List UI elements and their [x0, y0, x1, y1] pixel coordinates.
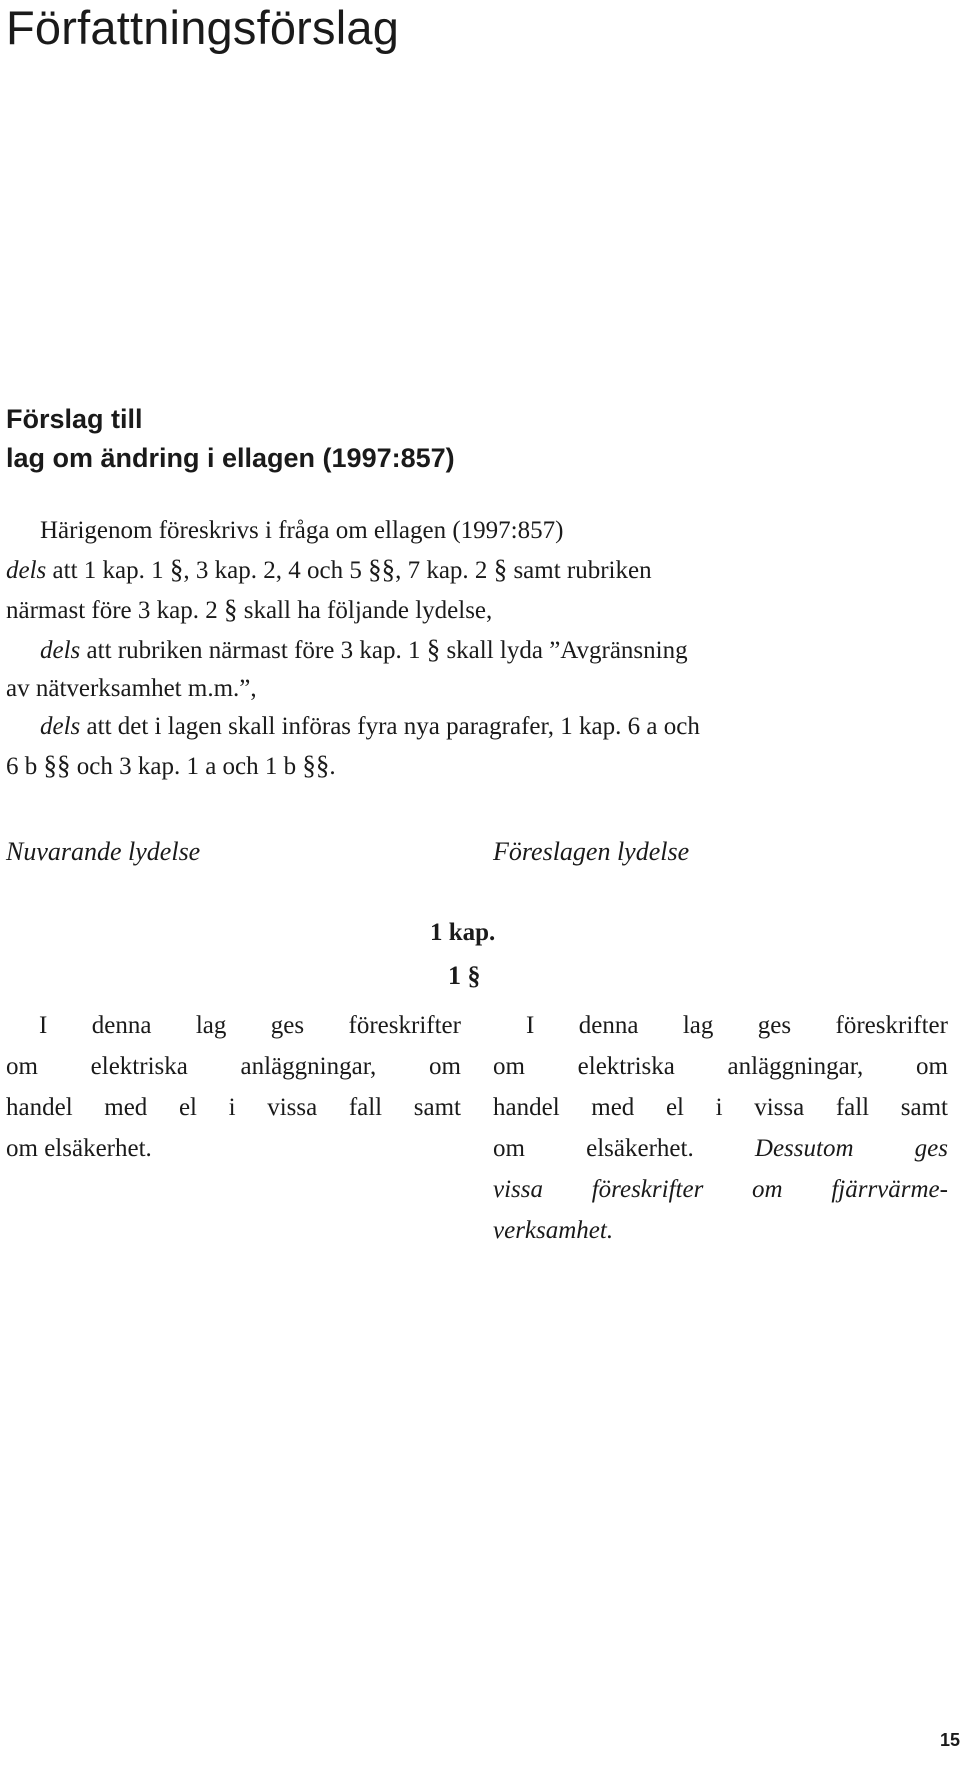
section-sign: § [426, 634, 441, 664]
current-line-2: om elektriska anläggningar, om [6, 1053, 461, 1080]
page-number: 15 [939, 1730, 960, 1750]
proposed-wording-header: Föreslagen lydelse [493, 837, 690, 866]
current-wording-text [6, 1005, 461, 1169]
section-sign: § [223, 594, 238, 624]
section-sign: § [169, 554, 184, 584]
new-text-emphasis: Dessutom [754, 1135, 854, 1162]
section-sign: §§ [368, 554, 396, 584]
proposed-line-1: I denna lag ges föreskrifter [526, 1012, 948, 1039]
intro-line-4: dels att rubriken närmast före 3 kap. 1 § skall lyda ”Avgränsning [40, 634, 688, 664]
proposed-line-3: handel med el i vissa fall samt [493, 1094, 948, 1121]
intro-paragraph [6, 512, 960, 786]
intro-line-6: dels att det i lagen skall införas fyra nya paragrafer, 1 kap. 6 a och [40, 713, 700, 740]
chapter-label: 1 kap. [430, 919, 496, 946]
current-wording-header: Nuvarande lydelse [6, 837, 201, 866]
dels-emphasis: dels [6, 557, 47, 584]
intro-line-1: Härigenom föreskrivs i fråga om ellagen (1997:857) [40, 517, 564, 544]
current-line-3: handel med el i vissa fall samt [6, 1094, 461, 1121]
bill-heading [6, 400, 455, 478]
intro-line-2: dels att 1 kap. 1 §, 3 kap. 2, 4 och 5 §§, 7 kap. 2 § samt rubriken [6, 554, 652, 584]
current-line-4: om elsäkerhet. [6, 1135, 152, 1162]
proposed-line-5: vissa föreskrifter om fjärrvärme- [493, 1176, 948, 1203]
new-text-emphasis: ges [914, 1135, 948, 1162]
intro-line-5: av nätverksamhet m.m.”, [6, 675, 257, 702]
dels-emphasis: dels [40, 713, 81, 740]
current-line-1: I denna lag ges föreskrifter [39, 1012, 461, 1039]
intro-line-7: 6 b §§ och 3 kap. 1 a och 1 b §§. [6, 750, 336, 780]
paragraph-label: 1 § [448, 961, 481, 990]
proposed-line-6 [493, 1210, 948, 1251]
proposed-wording-text [493, 1005, 948, 1251]
bill-heading-line-2: lag om ändring i ellagen (1997:857) [6, 443, 455, 473]
section-sign: §§ [43, 750, 71, 780]
section-sign: § [493, 554, 508, 584]
section-sign: §§ [302, 750, 330, 780]
intro-line-3: närmast före 3 kap. 2 § skall ha följande lydelse, [6, 594, 493, 624]
dels-emphasis: dels [40, 637, 81, 664]
new-text-emphasis: verksamhet. [493, 1217, 614, 1244]
proposed-line-2: om elektriska anläggningar, om [493, 1053, 948, 1080]
page-title: Författningsförslag [6, 1, 400, 54]
proposed-line-4: om elsäkerhet. Dessutom ges [493, 1128, 948, 1169]
bill-heading-line-1: Förslag till [6, 404, 143, 434]
